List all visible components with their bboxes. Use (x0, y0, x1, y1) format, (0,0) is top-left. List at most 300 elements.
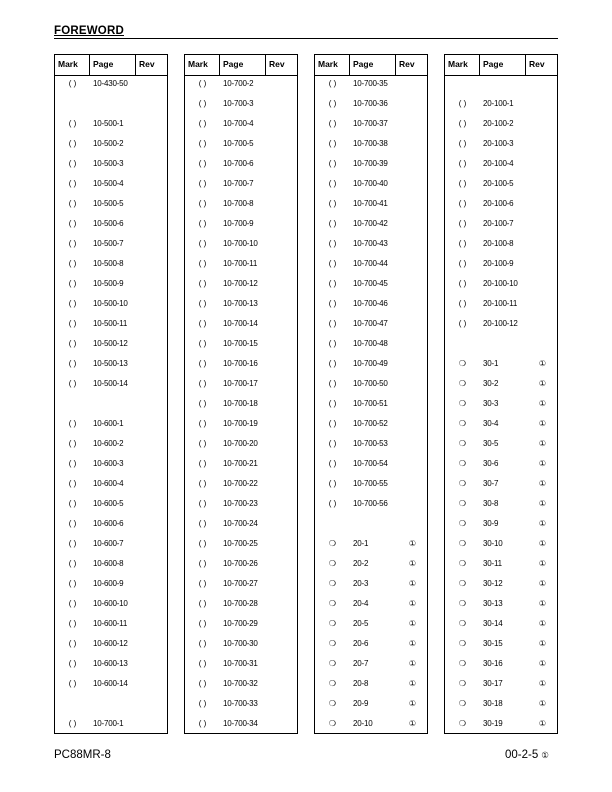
page-cell: 10-700-50 (353, 379, 388, 388)
mark-cell: ( ) (198, 399, 207, 408)
table-row (185, 157, 297, 171)
mark-cell: ( ) (328, 279, 337, 288)
table-row (185, 277, 297, 291)
table-row (55, 477, 167, 491)
table-row (185, 657, 297, 671)
mark-cell: ( ) (68, 199, 77, 208)
page-cell: 30-5 (483, 439, 499, 448)
table-row (55, 357, 167, 371)
table-row (55, 537, 167, 551)
rev-cell: ① (538, 439, 547, 448)
page-cell: 10-700-48 (353, 339, 388, 348)
mark-cell: ( ) (198, 219, 207, 228)
page-cell: 10-700-32 (223, 679, 258, 688)
page-cell: 10-700-1 (93, 719, 124, 728)
table-row (185, 177, 297, 191)
table-row (315, 337, 427, 351)
mark-cell: ( ) (198, 719, 207, 728)
mark-cell: ( ) (68, 599, 77, 608)
table-header (185, 55, 297, 76)
mark-cell: ( ) (198, 619, 207, 628)
table-row (445, 317, 557, 331)
rev-cell: ① (538, 699, 547, 708)
table-row (55, 277, 167, 291)
page-cell: 10-700-29 (223, 619, 258, 628)
mark-cell: ( ) (328, 139, 337, 148)
page-cell: 10-600-2 (93, 439, 124, 448)
table-row (185, 697, 297, 711)
table-row (55, 437, 167, 451)
page-cell: 10-700-53 (353, 439, 388, 448)
mark-cell: ( ) (198, 179, 207, 188)
page-cell: 20-9 (353, 699, 369, 708)
mark-cell: ( ) (68, 439, 77, 448)
mark-cell: ( ) (328, 439, 337, 448)
mark-cell: ( ) (68, 239, 77, 248)
rev-cell: ① (538, 539, 547, 548)
table-header (445, 55, 557, 76)
page-cell: 10-700-19 (223, 419, 258, 428)
table-row (315, 537, 427, 551)
table-row (445, 377, 557, 391)
page-cell: 10-700-24 (223, 519, 258, 528)
page-cell: 10-500-11 (93, 319, 128, 328)
page-cell: 10-700-40 (353, 179, 388, 188)
revision-table (314, 54, 428, 734)
mark-cell: ( ) (328, 259, 337, 268)
page-cell: 10-700-43 (353, 239, 388, 248)
rev-cell: ① (538, 459, 547, 468)
page-cell: 10-700-45 (353, 279, 388, 288)
table-row (315, 557, 427, 571)
mark-cell: ❍ (458, 419, 467, 428)
table-row (445, 277, 557, 291)
mark-cell: ( ) (198, 519, 207, 528)
table-row (445, 597, 557, 611)
mark-cell: ( ) (458, 219, 467, 228)
page-cell: 30-19 (483, 719, 503, 728)
page-cell: 10-700-11 (223, 259, 258, 268)
table-row (315, 617, 427, 631)
table-row (315, 257, 427, 271)
page-cell: 30-6 (483, 459, 499, 468)
table-row (55, 597, 167, 611)
mark-cell: ( ) (68, 579, 77, 588)
page-cell: 10-700-44 (353, 259, 388, 268)
mark-cell: ( ) (68, 119, 77, 128)
mark-cell: ( ) (458, 199, 467, 208)
table-row (55, 657, 167, 671)
table-row (185, 597, 297, 611)
page-cell: 30-4 (483, 419, 499, 428)
page-revision-mark: ① (541, 750, 549, 760)
mark-cell: ( ) (68, 319, 77, 328)
page-cell: 10-700-28 (223, 599, 258, 608)
rev-cell: ① (538, 599, 547, 608)
page-cell: 10-700-34 (223, 719, 258, 728)
rev-cell: ① (408, 619, 417, 628)
mark-cell: ( ) (68, 299, 77, 308)
rev-cell: ① (538, 419, 547, 428)
table-row (445, 97, 557, 111)
page-cell: 10-500-10 (93, 299, 128, 308)
table-row (315, 657, 427, 671)
table-row (445, 517, 557, 531)
page-cell: 10-500-14 (93, 379, 128, 388)
page-cell: 10-500-7 (93, 239, 124, 248)
page-cell: 10-600-11 (93, 619, 128, 628)
table-row (315, 437, 427, 451)
mark-cell: ( ) (328, 379, 337, 388)
mark-cell: ( ) (458, 319, 467, 328)
table-header (55, 55, 167, 76)
mark-cell: ( ) (198, 659, 207, 668)
page-cell: 10-700-35 (353, 79, 388, 88)
page-cell: 30-9 (483, 519, 499, 528)
table-row (185, 437, 297, 451)
mark-cell: ❍ (328, 719, 337, 728)
page-cell: 10-700-31 (223, 659, 258, 668)
mark-cell: ( ) (198, 119, 207, 128)
table-row (185, 637, 297, 651)
page-cell: 20-4 (353, 599, 369, 608)
mark-cell: ❍ (458, 519, 467, 528)
page-cell: 10-600-5 (93, 499, 124, 508)
page-cell: 20-100-12 (483, 319, 518, 328)
table-row (185, 677, 297, 691)
table-row (185, 717, 297, 731)
page-cell: 10-600-14 (93, 679, 128, 688)
table-row (55, 77, 167, 91)
table-row (315, 477, 427, 491)
mark-cell: ( ) (198, 239, 207, 248)
page-title: FOREWORD (54, 25, 124, 37)
page-cell: 10-700-20 (223, 439, 258, 448)
table-row (55, 677, 167, 691)
mark-cell: ❍ (458, 559, 467, 568)
table-row (185, 497, 297, 511)
table-row (185, 537, 297, 551)
table-row (445, 197, 557, 211)
mark-cell: ( ) (328, 219, 337, 228)
page-cell: 10-600-1 (93, 419, 124, 428)
mark-cell: ( ) (198, 699, 207, 708)
mark-cell: ( ) (328, 459, 337, 468)
table-row (185, 117, 297, 131)
rev-column-header: Rev (529, 59, 545, 69)
rev-cell: ① (538, 619, 547, 628)
page-cell: 10-600-7 (93, 539, 124, 548)
table-row (445, 237, 557, 251)
mark-cell: ( ) (198, 139, 207, 148)
mark-cell: ( ) (458, 279, 467, 288)
table-row (185, 457, 297, 471)
table-row (55, 497, 167, 511)
mark-cell: ( ) (458, 179, 467, 188)
page-cell: 10-700-51 (353, 399, 388, 408)
page-number (505, 749, 549, 761)
mark-cell: ( ) (68, 139, 77, 148)
mark-cell: ❍ (458, 359, 467, 368)
revision-table (444, 54, 558, 734)
rev-cell: ① (538, 719, 547, 728)
mark-cell: ( ) (198, 479, 207, 488)
table-row (315, 417, 427, 431)
mark-cell: ( ) (198, 419, 207, 428)
rev-cell: ① (538, 479, 547, 488)
mark-cell: ( ) (458, 159, 467, 168)
table-row (185, 217, 297, 231)
rev-cell: ① (538, 659, 547, 668)
table-row (55, 517, 167, 531)
page-cell: 30-7 (483, 479, 499, 488)
mark-cell: ( ) (68, 719, 77, 728)
page-column-header: Page (220, 55, 266, 75)
page-cell: 10-430-50 (93, 79, 128, 88)
table-row (445, 657, 557, 671)
mark-cell: ( ) (68, 479, 77, 488)
mark-column-header: Mark (55, 55, 90, 75)
rev-cell: ① (408, 539, 417, 548)
table-row (185, 617, 297, 631)
page-cell: 10-700-39 (353, 159, 388, 168)
page-cell: 10-500-1 (93, 119, 124, 128)
rev-cell: ① (538, 559, 547, 568)
table-row (445, 137, 557, 151)
table-row (55, 377, 167, 391)
rev-cell: ① (408, 579, 417, 588)
rev-cell: ① (538, 359, 547, 368)
table-row (55, 577, 167, 591)
table-row (445, 297, 557, 311)
mark-cell: ( ) (198, 279, 207, 288)
mark-cell: ( ) (68, 559, 77, 568)
table-row (185, 557, 297, 571)
page-cell: 10-700-25 (223, 539, 258, 548)
table-row (55, 337, 167, 351)
page-cell: 20-7 (353, 659, 369, 668)
page-number-text: 00-2-5 (505, 749, 539, 761)
table-row (445, 397, 557, 411)
page-cell: 20-6 (353, 639, 369, 648)
page-cell: 30-1 (483, 359, 499, 368)
mark-cell: ( ) (68, 619, 77, 628)
table-row (55, 317, 167, 331)
page-cell: 30-3 (483, 399, 499, 408)
page-cell: 20-100-6 (483, 199, 514, 208)
page-cell: 10-600-12 (93, 639, 128, 648)
page-cell: 30-8 (483, 499, 499, 508)
page-cell: 10-600-6 (93, 519, 124, 528)
page-cell: 20-100-9 (483, 259, 514, 268)
mark-cell: ❍ (328, 559, 337, 568)
table-row (55, 197, 167, 211)
mark-cell: ❍ (328, 579, 337, 588)
table-row (315, 697, 427, 711)
table-row (315, 177, 427, 191)
page-cell: 10-700-37 (353, 119, 388, 128)
rev-cell: ① (538, 379, 547, 388)
rev-column-header: Rev (399, 59, 415, 69)
table-row (185, 77, 297, 91)
table-row (315, 597, 427, 611)
table-row (445, 677, 557, 691)
page-cell: 10-500-2 (93, 139, 124, 148)
page-cell: 10-600-8 (93, 559, 124, 568)
mark-cell: ( ) (328, 159, 337, 168)
mark-cell: ( ) (198, 559, 207, 568)
page-cell: 20-100-2 (483, 119, 514, 128)
mark-cell: ❍ (458, 479, 467, 488)
page-cell: 30-2 (483, 379, 499, 388)
table-row (55, 617, 167, 631)
page-cell: 20-8 (353, 679, 369, 688)
mark-cell: ( ) (68, 639, 77, 648)
page-cell: 30-12 (483, 579, 503, 588)
mark-cell: ❍ (328, 659, 337, 668)
mark-cell: ( ) (198, 439, 207, 448)
table-row (445, 177, 557, 191)
table-row (55, 157, 167, 171)
mark-cell: ( ) (328, 179, 337, 188)
table-row (185, 577, 297, 591)
mark-cell: ( ) (68, 499, 77, 508)
page-cell: 10-700-23 (223, 499, 258, 508)
mark-cell: ( ) (68, 339, 77, 348)
page-cell: 10-700-52 (353, 419, 388, 428)
mark-cell: ( ) (198, 499, 207, 508)
mark-cell: ( ) (198, 639, 207, 648)
table-row (445, 157, 557, 171)
mark-cell: ( ) (198, 579, 207, 588)
rev-cell: ① (408, 599, 417, 608)
page-cell: 20-2 (353, 559, 369, 568)
page-cell: 30-16 (483, 659, 503, 668)
page-cell: 10-700-38 (353, 139, 388, 148)
page-cell: 10-600-3 (93, 459, 124, 468)
model-name: PC88MR-8 (54, 749, 111, 761)
mark-cell: ( ) (458, 239, 467, 248)
table-row (315, 237, 427, 251)
rev-cell: ① (408, 679, 417, 688)
page-cell: 10-500-6 (93, 219, 124, 228)
mark-cell: ❍ (458, 679, 467, 688)
mark-cell: ( ) (328, 79, 337, 88)
mark-cell: ( ) (68, 279, 77, 288)
page-cell: 10-700-55 (353, 479, 388, 488)
mark-cell: ( ) (198, 319, 207, 328)
table-row (445, 357, 557, 371)
mark-cell: ( ) (328, 199, 337, 208)
page-cell: 10-700-15 (223, 339, 258, 348)
table-row (315, 677, 427, 691)
mark-cell: ( ) (68, 519, 77, 528)
page-cell: 10-600-13 (93, 659, 128, 668)
table-row (445, 117, 557, 131)
mark-cell: ( ) (68, 179, 77, 188)
mark-cell: ❍ (328, 639, 337, 648)
mark-cell: ❍ (458, 379, 467, 388)
table-row (55, 417, 167, 431)
page-cell: 10-700-13 (223, 299, 258, 308)
table-row (445, 637, 557, 651)
mark-cell: ( ) (68, 79, 77, 88)
table-row (445, 257, 557, 271)
page-cell: 10-700-46 (353, 299, 388, 308)
table-row (445, 437, 557, 451)
mark-column-header: Mark (445, 55, 480, 75)
table-row (315, 357, 427, 371)
mark-cell: ❍ (458, 659, 467, 668)
table-row (55, 217, 167, 231)
page-cell: 10-700-4 (223, 119, 254, 128)
page-cell: 10-700-18 (223, 399, 258, 408)
mark-cell: ( ) (198, 159, 207, 168)
page-cell: 10-700-3 (223, 99, 254, 108)
mark-cell: ( ) (68, 659, 77, 668)
table-row (55, 257, 167, 271)
page-cell: 20-100-8 (483, 239, 514, 248)
mark-cell: ❍ (458, 619, 467, 628)
mark-cell: ❍ (458, 539, 467, 548)
mark-cell: ( ) (328, 119, 337, 128)
page-cell: 20-100-7 (483, 219, 514, 228)
page-cell: 10-600-10 (93, 599, 128, 608)
table-row (185, 477, 297, 491)
page-cell: 30-14 (483, 619, 503, 628)
mark-cell: ❍ (458, 399, 467, 408)
mark-cell: ( ) (198, 79, 207, 88)
title-rule (54, 38, 558, 39)
mark-cell: ( ) (328, 499, 337, 508)
table-row (445, 497, 557, 511)
rev-cell: ① (538, 639, 547, 648)
mark-cell: ❍ (328, 599, 337, 608)
table-header (315, 55, 427, 76)
page-cell: 10-700-8 (223, 199, 254, 208)
mark-cell: ( ) (328, 339, 337, 348)
mark-cell: ❍ (458, 599, 467, 608)
page-cell: 20-100-4 (483, 159, 514, 168)
mark-cell: ❍ (458, 459, 467, 468)
page-cell: 10-700-42 (353, 219, 388, 228)
mark-cell: ( ) (328, 479, 337, 488)
mark-cell: ( ) (458, 119, 467, 128)
mark-cell: ( ) (198, 599, 207, 608)
table-row (185, 377, 297, 391)
mark-cell: ( ) (68, 259, 77, 268)
mark-cell: ( ) (68, 459, 77, 468)
revision-table (184, 54, 298, 734)
page-cell: 10-700-5 (223, 139, 254, 148)
rev-cell: ① (538, 579, 547, 588)
mark-cell: ❍ (458, 499, 467, 508)
table-row (315, 157, 427, 171)
page-cell: 10-500-4 (93, 179, 124, 188)
table-row (315, 717, 427, 731)
table-row (55, 637, 167, 651)
mark-cell: ( ) (68, 419, 77, 428)
table-row (185, 337, 297, 351)
mark-cell: ( ) (198, 539, 207, 548)
table-row (55, 297, 167, 311)
page-cell: 10-500-3 (93, 159, 124, 168)
table-row (315, 637, 427, 651)
rev-cell: ① (538, 399, 547, 408)
table-row (315, 457, 427, 471)
table-row (445, 617, 557, 631)
mark-column-header: Mark (315, 55, 350, 75)
